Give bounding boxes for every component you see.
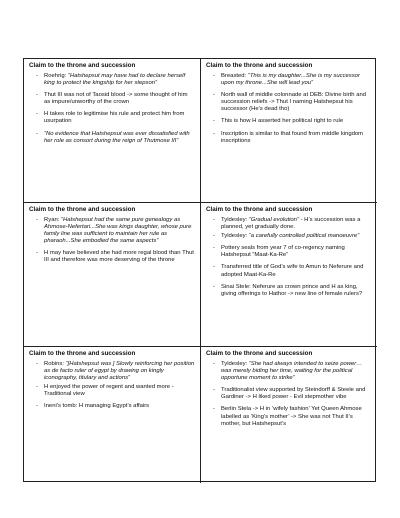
source-name: Breasted: — [221, 73, 248, 79]
note-text: H may have believed she had more regal blood than Thut III and therefore was more deserving of the throne — [44, 250, 194, 264]
note-text: North wall of middle colonnade at DEB: Divine birth and succession reliefs -> Thut I naming Hatshepsut his successor (He’s dead tho) — [221, 92, 367, 113]
source-name: Tyldesley: — [221, 361, 249, 367]
list-item — [206, 131, 372, 145]
list-item — [206, 217, 372, 231]
list-item — [206, 233, 372, 240]
list-item — [29, 217, 195, 245]
cell-title: Claim to the throne and succession — [206, 62, 313, 69]
list-item — [29, 403, 195, 410]
note-text: Berlin Stela -> H in ‘wifely fashion’ Yet Queen Ahmose labelled as ‘King’s mother’ -> She was not Thut II’s mother, but Hatshepsut’s — [221, 406, 362, 427]
list-item — [206, 361, 372, 382]
notes-table — [23, 58, 376, 482]
note-text: H enjoyed the power of regent and wanted more - Traditional view — [44, 384, 174, 398]
list-item — [29, 111, 195, 125]
note-text: Sinai Stele: Neferure as crown prince and H as king, giving offerings to Hathor -> new line of female rulers? — [221, 283, 363, 297]
note-text: Transferred title of God’s wife to Amun to Neferure and adopted Maat-Ka-Re — [221, 264, 364, 278]
source-name: Roehrig: — [44, 73, 68, 79]
quote: “a carefully controlled political manoeuvre” — [248, 233, 360, 240]
table-cell — [201, 203, 377, 347]
quote: “[Hatshepsut was ] Slowly reinforcing her position as de facto ruler of egypt by drawing on kingly iconography, titulary and actions” — [44, 361, 195, 382]
list-item — [206, 118, 372, 125]
source-name: Tyldesley: — [221, 233, 249, 240]
table-cell — [24, 347, 201, 483]
note-text: Inscription is similar to that found from middle kingdom inscriptions — [221, 130, 364, 144]
source-name: Robins: — [44, 361, 66, 367]
quote: “This is my daughter...She is my successor upon my throne...She will lead you” — [221, 73, 360, 87]
bullet-list — [29, 73, 195, 145]
table-cell — [24, 203, 201, 347]
list-item — [206, 245, 372, 259]
list-item — [29, 361, 195, 382]
quote: “Hatshepsut had the same pure genealogy as Ahmose-Nefertari...She was kings daughter, whose pure family line was sufficient to maintain her rule as pharaoh...She embodied the same aspects” — [44, 217, 192, 245]
list-item — [206, 406, 372, 427]
bullet-list — [206, 361, 372, 428]
cell-title: Claim to the throne and succession — [29, 206, 136, 213]
table-cell — [201, 59, 377, 203]
cell-title: Claim to the throne and succession — [29, 350, 136, 357]
bullet-list — [206, 73, 372, 145]
list-item — [206, 284, 372, 298]
note-text: H takes role to legitimise his rule and protect him from usurpation — [44, 111, 185, 125]
list-item — [29, 250, 195, 264]
list-item — [29, 384, 195, 398]
cell-title: Claim to the throne and succession — [206, 206, 313, 213]
note-text: This is how H asserted her political right to rule — [221, 118, 344, 125]
table-cell — [24, 59, 201, 203]
note-text: Thut III was not of Taosid blood -> some thought of him as impure/unworthy of the crown — [44, 92, 188, 106]
list-item — [29, 92, 195, 106]
bullet-list — [206, 217, 372, 298]
quote: “Gradual evolution” — [248, 217, 299, 223]
quote: “Hatshepsut may have had to declare herself king to protect the kingship for her stepson” — [44, 73, 186, 87]
table-cell — [201, 347, 377, 483]
note-text: - H’s succession was a planned, yet gradually done. — [221, 217, 361, 231]
quote: “No evidence that Hatshepsut was ever dissatisfied with her role as consort during the reign of Thutmose III” — [44, 130, 190, 144]
list-item — [206, 387, 372, 401]
note-text: Pottery seals from year 7 of co-regency naming Hatshepsut “Maat-Ka-Re” — [221, 245, 345, 259]
cell-title: Claim to the throne and succession — [206, 350, 313, 357]
note-text: Ineni’s tomb: H managing Egypt’s affairs — [44, 403, 150, 410]
quote: “She had always intended to seize power… was merely biding her time, waiting for the political opportune moment to strike” — [221, 361, 363, 382]
source-name: Ryan: — [44, 217, 62, 223]
cell-title: Claim to the throne and succession — [29, 62, 136, 69]
bullet-list — [29, 217, 195, 265]
list-item — [29, 131, 195, 145]
list-item — [206, 92, 372, 113]
list-item — [206, 264, 372, 278]
source-name: Tyldesley: — [221, 217, 249, 223]
bullet-list — [29, 361, 195, 411]
note-text: Traditionalist view supported by Steindorff & Steele and Gardiner -> H liked power - Evil stepmother vibe — [221, 387, 366, 401]
list-item — [206, 73, 372, 87]
list-item — [29, 73, 195, 87]
